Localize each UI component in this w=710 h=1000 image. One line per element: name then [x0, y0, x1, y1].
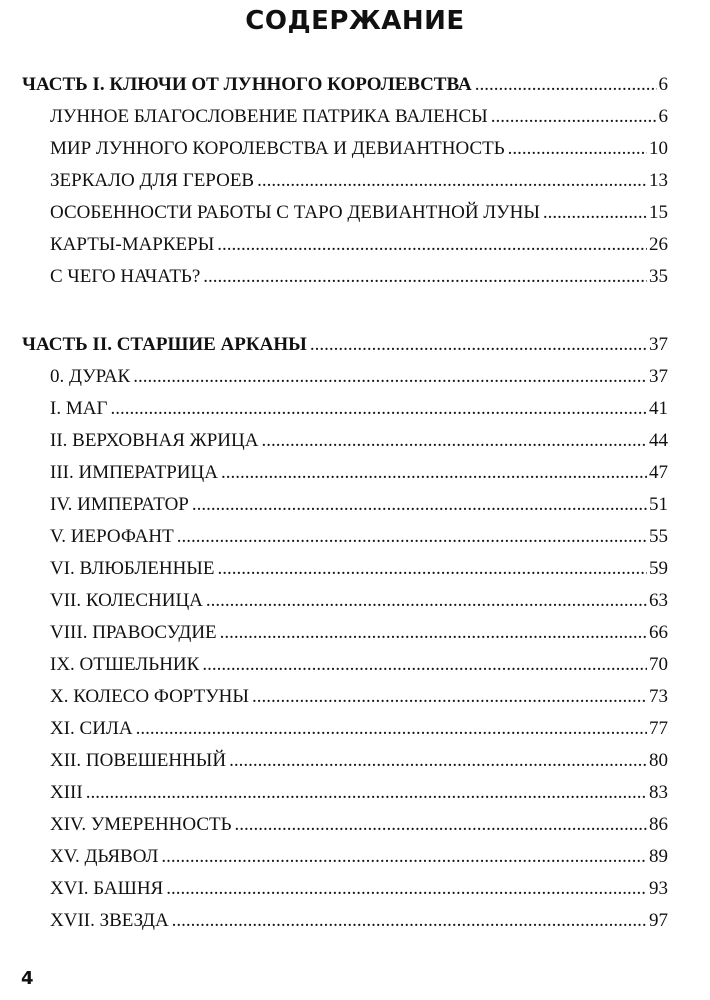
dot-leader: [475, 70, 657, 100]
dot-leader: [252, 682, 647, 712]
toc-entry-page: 47: [649, 462, 668, 483]
toc-entry-page: 6: [658, 74, 668, 95]
toc-entry[interactable]: [50, 362, 668, 392]
toc-entry[interactable]: [50, 394, 668, 424]
dot-leader: [508, 134, 647, 164]
toc-entry-label: III. ИМПЕРАТРИЦА: [50, 462, 218, 483]
toc-entry[interactable]: [50, 906, 668, 936]
toc-entry[interactable]: [50, 554, 668, 584]
toc-entry-page: 41: [649, 398, 668, 419]
toc-part-2[interactable]: [22, 330, 668, 360]
toc-entry[interactable]: [50, 650, 668, 680]
toc-entry-label: ЗЕРКАЛО ДЛЯ ГЕРОЕВ: [50, 170, 255, 191]
toc-entry-label: XI. СИЛА: [50, 718, 133, 739]
toc-entry[interactable]: [50, 810, 668, 840]
toc-entry-label: VII. КОЛЕСНИЦА: [50, 590, 203, 611]
toc-entry-page: 89: [649, 846, 668, 867]
toc-entry[interactable]: [50, 714, 668, 744]
toc-entry-label: II. ВЕРХОВНАЯ ЖРИЦА: [50, 430, 259, 451]
toc-entry-page: 15: [649, 202, 668, 223]
toc-entry-page: 51: [649, 494, 668, 515]
toc-part-1[interactable]: [22, 70, 668, 100]
dot-leader: [136, 714, 647, 744]
dot-leader: [257, 166, 647, 196]
toc-entry[interactable]: [50, 198, 668, 228]
toc-entry-label: X. КОЛЕСО ФОРТУНЫ: [50, 686, 249, 707]
toc-entry-page: 77: [649, 718, 668, 739]
toc-entry[interactable]: [50, 166, 668, 196]
toc-entry[interactable]: [50, 682, 668, 712]
toc-entry-label: XVI. БАШНЯ: [50, 878, 164, 899]
toc-entry-page: 86: [649, 814, 668, 835]
toc-entry-label: МИР ЛУННОГО КОРОЛЕВСТВА И ДЕВИАНТНОСТЬ: [50, 138, 505, 159]
toc-entry-page: 10: [649, 138, 668, 159]
toc-entry[interactable]: [50, 746, 668, 776]
dot-leader: [491, 102, 657, 132]
toc-entry-label: XVII. ЗВЕЗДА: [50, 910, 169, 931]
toc-entry-label: XV. ДЬЯВОЛ: [50, 846, 159, 867]
toc-entry-label: VIII. ПРАВОСУДИЕ: [50, 622, 217, 643]
toc-entry-label: 0. ДУРАК: [50, 366, 131, 387]
toc-entry-page: 13: [649, 170, 668, 191]
dot-leader: [206, 586, 647, 616]
toc-entry-label: V. ИЕРОФАНТ: [50, 526, 174, 547]
toc-entry-page: 6: [658, 106, 668, 127]
dot-leader: [261, 426, 647, 456]
dot-leader: [86, 778, 647, 808]
dot-leader: [202, 650, 647, 680]
toc-entry-page: 37: [649, 366, 668, 387]
page-title: СОДЕРЖАНИЕ: [245, 6, 465, 36]
dot-leader: [229, 746, 647, 776]
dot-leader: [172, 906, 647, 936]
toc-entry-page: 66: [649, 622, 668, 643]
toc-entry-page: 26: [649, 234, 668, 255]
dot-leader: [235, 810, 647, 840]
dot-leader: [192, 490, 647, 520]
toc-entry[interactable]: [50, 230, 668, 260]
dot-leader: [310, 330, 647, 360]
toc-entry-label: ОСОБЕННОСТИ РАБОТЫ С ТАРО ДЕВИАНТНОЙ ЛУНЫ: [50, 202, 540, 223]
toc-entry-label: ЧАСТЬ I. КЛЮЧИ ОТ ЛУННОГО КОРОЛЕВСТВА: [22, 74, 472, 95]
toc-entry[interactable]: [50, 458, 668, 488]
toc-entry-page: 80: [649, 750, 668, 771]
toc-entry[interactable]: [50, 262, 668, 292]
toc-entry-page: 70: [649, 654, 668, 675]
toc-entry-label: I. МАГ: [50, 398, 108, 419]
toc-entry-label: VI. ВЛЮБЛЕННЫЕ: [50, 558, 215, 579]
toc-entry[interactable]: [50, 426, 668, 456]
toc-entry[interactable]: [50, 586, 668, 616]
toc-entry-label: ЛУННОЕ БЛАГОСЛОВЕНИЕ ПАТРИКА ВАЛЕНСЫ: [50, 106, 488, 127]
dot-leader: [543, 198, 647, 228]
toc-entry-page: 83: [649, 782, 668, 803]
toc-entry[interactable]: [50, 134, 668, 164]
toc-entry[interactable]: [50, 874, 668, 904]
toc-entry[interactable]: [50, 618, 668, 648]
toc-entry-label: КАРТЫ-МАРКЕРЫ: [50, 234, 215, 255]
dot-leader: [217, 554, 647, 584]
toc-entry[interactable]: [50, 522, 668, 552]
toc-entry-label: XII. ПОВЕШЕННЫЙ: [50, 750, 227, 771]
toc-entry-page: 63: [649, 590, 668, 611]
dot-leader: [220, 618, 647, 648]
toc-entry[interactable]: [50, 102, 668, 132]
toc-entry-label: XIV. УМЕРЕННОСТЬ: [50, 814, 232, 835]
toc-entry-page: 59: [649, 558, 668, 579]
dot-leader: [166, 874, 647, 904]
toc-entry-page: 44: [649, 430, 668, 451]
dot-leader: [161, 842, 647, 872]
dot-leader: [133, 362, 647, 392]
dot-leader: [110, 394, 647, 424]
dot-leader: [217, 230, 647, 260]
toc-entry-label: XIII: [50, 782, 83, 803]
toc-entry-label: С ЧЕГО НАЧАТЬ?: [50, 266, 201, 287]
toc-entry-page: 73: [649, 686, 668, 707]
toc-entry-label: IV. ИМПЕРАТОР: [50, 494, 189, 515]
toc-entry[interactable]: [50, 490, 668, 520]
toc-entry-page: 93: [649, 878, 668, 899]
toc-entry-label: IX. ОТШЕЛЬНИК: [50, 654, 200, 675]
toc-entry-page: 35: [649, 266, 668, 287]
toc-entry-label: ЧАСТЬ II. СТАРШИЕ АРКАНЫ: [22, 334, 307, 355]
toc-entry[interactable]: [50, 778, 668, 808]
dot-leader: [177, 522, 647, 552]
toc-entry-page: 55: [649, 526, 668, 547]
page-number: 4: [21, 968, 34, 989]
toc-entry[interactable]: [50, 842, 668, 872]
dot-leader: [203, 262, 647, 292]
toc-entry-page: 97: [649, 910, 668, 931]
dot-leader: [221, 458, 647, 488]
toc-entry-page: 37: [649, 334, 668, 355]
